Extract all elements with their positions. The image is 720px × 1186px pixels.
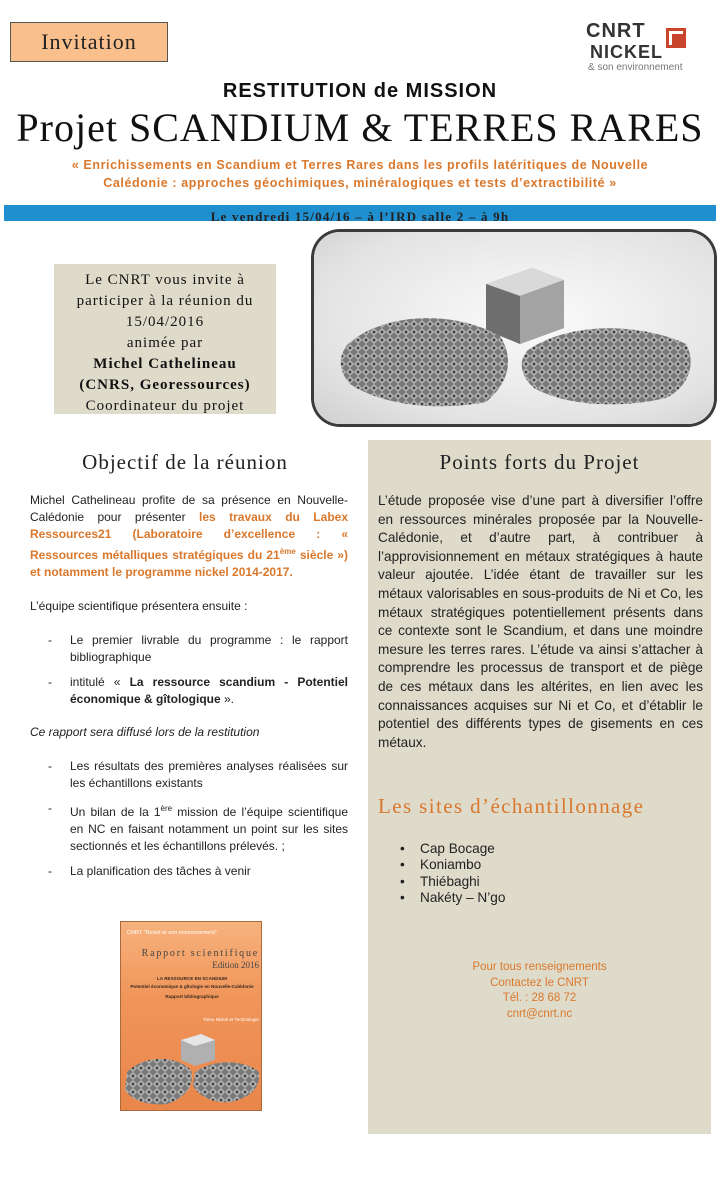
invite-line-1: Le CNRT vous invite à: [85, 272, 245, 288]
points-forts-heading: Points forts du Projet: [439, 450, 640, 474]
bullet-text: Le premier livrable du programme : le rapport bibliographique: [70, 633, 348, 664]
logo-nickel-text: NICKEL: [590, 42, 663, 62]
list-item: [400, 841, 600, 857]
bullet-text: Les résultats des premières analyses réalisées sur les échantillons existants: [70, 759, 348, 790]
bullet-superscript: ère: [160, 804, 173, 813]
cover-edition: Edition 2016: [212, 960, 259, 970]
labex-highlight: les travaux du Labex Ressources21 (Laboratoire d’excellence : « Ressources métalliques stratégiques du 21: [30, 510, 348, 562]
bullet-icon: •: [400, 890, 405, 906]
objectif-heading: Objectif de la réunion: [82, 450, 288, 474]
metal-samples-image: [314, 232, 714, 424]
invite-line-4: animée par: [126, 335, 204, 351]
bullet-text: La planification des tâches à venir: [70, 864, 251, 878]
logo-cnrt-text: CNRT: [586, 20, 646, 42]
intro-text: Michel Cathelineau profite de sa présence en Nouvelle-Calédonie pour présenter: [30, 493, 348, 524]
invite-line-2: participer à la réunion du: [76, 293, 254, 309]
invite-box: [54, 264, 276, 414]
logo-subtitle: & son environnement: [588, 62, 683, 73]
italic-note: Ce rapport sera diffusé lors de la restitution: [30, 725, 260, 739]
bullet-text: Un bilan de la 1: [70, 805, 161, 819]
bullet-text: intitulé «: [70, 675, 130, 689]
invite-line-3: 15/04/2016: [125, 314, 205, 330]
bullet-item: [30, 863, 348, 880]
cover-top: CNRT "Nickel et son environnement": [127, 930, 217, 936]
contact-line-1: Pour tous renseignements: [472, 961, 607, 973]
invitation-tag: Invitation: [10, 22, 168, 62]
bullet-icon: •: [400, 873, 405, 889]
objectif-intro: [30, 492, 348, 581]
bullet-text-end: ».: [220, 692, 235, 706]
intro-superscript: ème: [279, 547, 296, 556]
bullet-item: [30, 632, 348, 666]
sites-heading: Les sites d’échantillonnage: [378, 794, 645, 818]
sites-list: [400, 841, 600, 907]
logo-square-fill-icon: [672, 34, 684, 46]
cover-line-2: Potentiel économique & gîtologie en Nouvelle-Calédonie: [130, 984, 254, 989]
objectif-section: [30, 492, 348, 880]
cover-line-1: LA RESSOURCE EN SCANDIUM: [156, 976, 228, 981]
dash-icon: -: [48, 801, 52, 815]
site-name: Koniambo: [420, 857, 482, 873]
cover-line-3: Rapport bibliographique: [165, 994, 219, 999]
labex-highlight-end: siècle ») et notamment le programme nickel 2014-2017.: [30, 548, 349, 579]
dash-icon: -: [48, 675, 52, 689]
bullet-item: [30, 674, 348, 708]
report-title: La ressource scandium - Potentiel économique & gîtologique: [70, 675, 348, 706]
contact-phone: Tél. : 28 68 72: [502, 992, 577, 1005]
bullet-icon: •: [400, 857, 405, 873]
cover-samples-image: [121, 1032, 262, 1111]
site-name: Nakéty – N’go: [420, 890, 506, 906]
presenter-role: Coordinateur du projet: [85, 398, 245, 414]
dash-icon: -: [48, 864, 52, 878]
presenter-org: (CNRS, Georessources): [79, 377, 251, 393]
cover-title: Rapport scientifique: [141, 948, 259, 959]
cover-foot: Tome Nickel et Technologie: [203, 1017, 259, 1022]
scandium-photo: [314, 232, 714, 424]
list-item: [400, 874, 600, 890]
contact-line-2: Contactez le CNRT: [490, 976, 589, 989]
restitution-heading: RESTITUTION de MISSION: [222, 80, 498, 102]
project-subtitle: « Enrichissements en Scandium et Terres Rares dans les profils latéritiques de Nouvelle Calédonie : approches géochimiques, minéralogiques et tests d’extractibilité »: [71, 158, 649, 190]
bullet-text-end: mission de l’équipe scientifique en NC en faisant notamment un point sur les sites sectionnés et les échantillons prélevés. ;: [70, 805, 348, 853]
cnrt-logo: [586, 20, 696, 74]
project-title: Projet SCANDIUM & TERRES RARES: [16, 105, 704, 150]
site-name: Cap Bocage: [420, 841, 495, 856]
bullet-item: [30, 758, 348, 792]
list-item: [400, 857, 600, 873]
bullet-icon: •: [400, 841, 405, 856]
contact-block: [368, 960, 711, 1022]
team-line: L’équipe scientifique présentera ensuite :: [30, 599, 248, 613]
site-name: Thiébaghi: [420, 873, 480, 889]
presenter-name: Michel Cathelineau: [93, 356, 237, 372]
dash-icon: -: [48, 633, 52, 647]
bullet-item: [30, 800, 348, 855]
points-forts-text: L’étude proposée vise d’une part à diversifier l’offre en ressources minérales proposée par la Nouvelle-Calédonie, et d’autre part, à contribuer à l’approvisionnement en métaux stratégiques à haute valeur ajoutée. L’idée étant de travailler sur les métaux valorisables en sous-produits de Ni et Co, les métaux stratégiques potentiellement présents dans ce contexte sont le Scandium, et dans une moindre mesure les terres rares. L’étude va ainsi s’attacher à comprendre les processus de transport et de piège de ces métaux dans les altérites, en lien avec les connaissances acquises sur Ni et Co, et d’établir le potentiel des différents types de gisements en ces métaux.: [378, 493, 703, 750]
contact-email[interactable]: cnrt@cnrt.nc: [506, 1007, 573, 1020]
list-item: [400, 890, 600, 906]
dash-icon: -: [48, 759, 52, 773]
meeting-date: Le vendredi 15/04/16 – à l’IRD salle 2 – à 9h: [210, 209, 510, 224]
report-cover: [120, 921, 262, 1111]
